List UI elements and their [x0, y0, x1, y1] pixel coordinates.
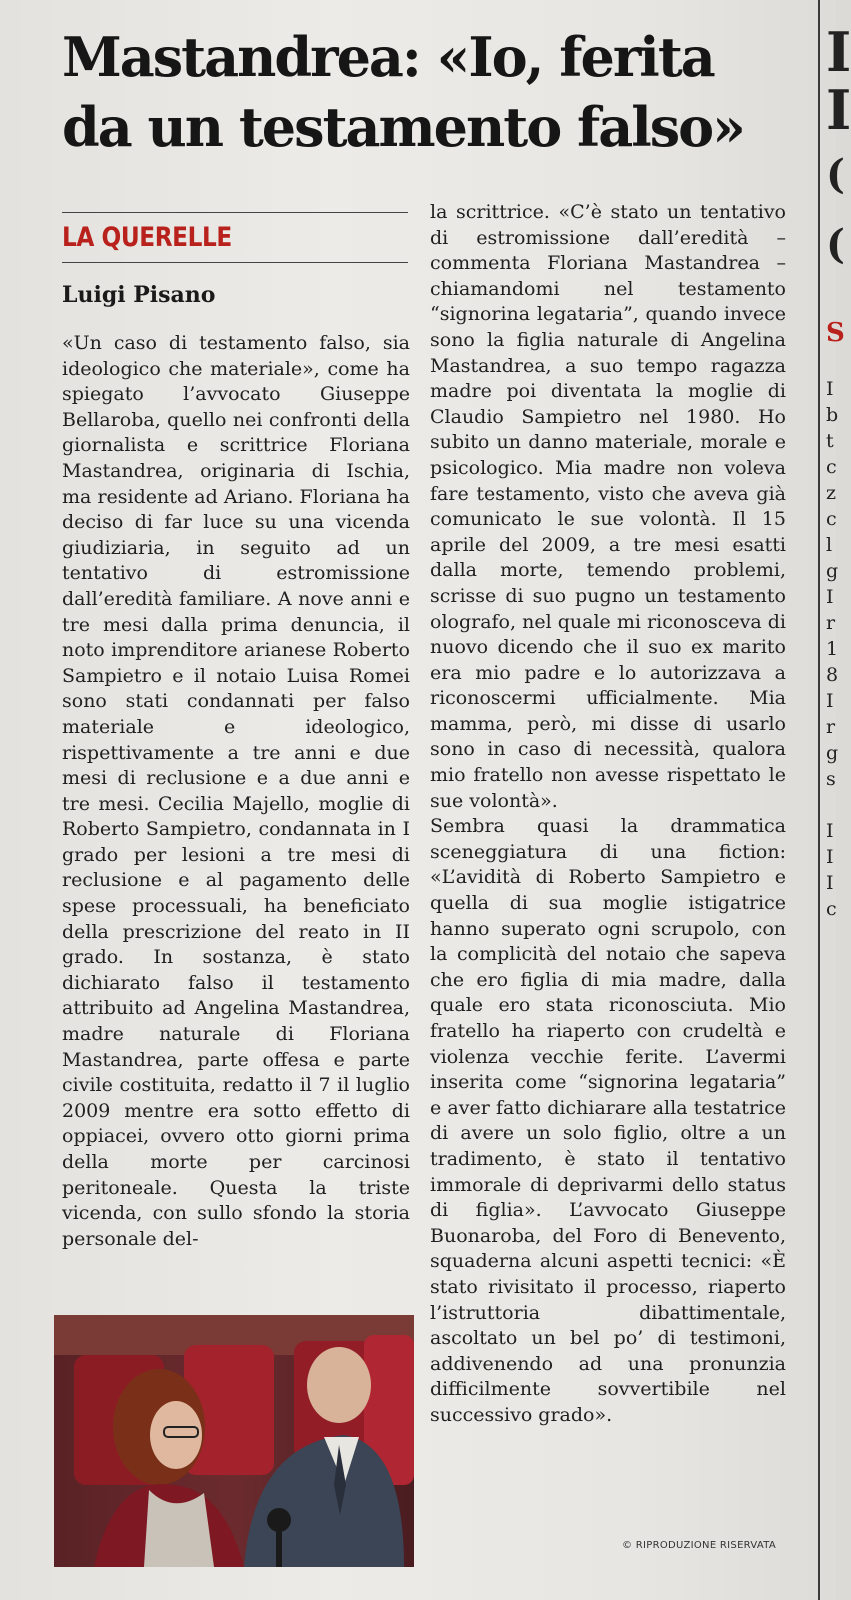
neighbor-letter: b — [826, 404, 839, 426]
article-column-1 — [62, 331, 410, 1252]
article-photo — [54, 1315, 414, 1567]
neighbor-letter: S — [826, 318, 845, 348]
neighbor-letter: I — [826, 586, 834, 608]
neighbor-letter: I — [826, 846, 834, 868]
neighbor-letter: s — [826, 768, 836, 790]
neighbor-letter: ( — [826, 221, 845, 268]
neighbor-letter: I — [826, 20, 851, 84]
neighbor-letter: g — [826, 742, 839, 764]
neighbor-letter: c — [826, 508, 837, 530]
neighbor-letter: t — [826, 430, 834, 452]
neighbor-letter: 1 — [826, 638, 839, 660]
neighbor-letter: c — [826, 898, 837, 920]
headline-line-1: Mastandrea: «Io, ferita — [62, 25, 714, 89]
neighbor-letter: c — [826, 456, 837, 478]
headline — [62, 22, 822, 162]
copyright-credit: © RIPRODUZIONE RISERVATA — [622, 1540, 777, 1551]
kicker-top-rule — [62, 212, 408, 213]
kicker-label: LA QUERELLE — [62, 222, 232, 253]
article-paragraph: «Un caso di testamento falso, sia ideologico che materiale», come ha spiegato l’avvocato Giuseppe Bellaroba, quello nei confronti della giornalista e scrittrice Floriana Mastandrea, originaria di Ischia, ma residente ad Ariano. Floriana ha deciso di far luce su una vicenda giudiziaria, in seguito ad un tentativo di estromissione dall’eredità familiare. A nove anni e tre mesi dalla prima denuncia, il noto imprenditore arianese Roberto Sampietro e il notaio Luisa Romei sono stati condannati per falso materiale e ideologico, rispettivamente a tre anni e due mesi di reclusione e a due anni e tre mesi. Cecilia Majello, moglie di Roberto Sampietro, condannata in I grado per lesioni a tre mesi di reclusione e al pagamento delle spese processuali, ha beneficiato della prescrizione del reato in II grado. In sostanza, è stato dichiarato falso il testamento attribuito ad Angelina Mastandrea, madre naturale di Floriana Mastandrea, parte offesa e parte civile costituita, redatto il 7 il luglio 2009 mentre era sotto effetto di oppiacei, ovvero otto giorni prima della morte per carcinosi peritoneale. Questa la triste vicenda, con sullo sfondo la storia personale del- — [62, 332, 410, 1250]
headline-line-2: da un testamento falso» — [62, 95, 744, 159]
neighbor-letter: ( — [826, 151, 845, 198]
neighbor-letter: 8 — [826, 664, 839, 686]
neighbor-letter: r — [826, 612, 836, 634]
neighbor-letter: I — [826, 872, 834, 894]
neighbor-letter: I — [826, 690, 834, 712]
article-paragraph: la scrittrice. «C’è stato un tentativo di estromissione dall’eredità – commenta Floriana Mastandrea – chiamandomi nel testamento “signorina legataria”, quando invece sono la figlia naturale di Angelina Mastandrea, a suo tempo ragazza madre poi diventata la moglie di Claudio Sampietro nel 1980. Ho subito un danno materiale, morale e psicologico. Mia madre non voleva fare testamento, visto che aveva già comunicato le sue volontà. Il 15 aprile del 2009, a tre mesi esatti dalla morte, temendo problemi, scrisse di suo pugno un testamento olografo, nel quale mi riconosceva di nuovo dicendo che il suo ex marito era mio padre e lo autorizzava a riconoscermi ufficialmente. Mia mamma, però, mi disse di usarlo sono in caso di necessità, qualora mio fratello non avesse rispettato le sue volontà». — [430, 201, 786, 812]
neighbor-letter: I — [826, 78, 851, 142]
article-column-2 — [430, 200, 786, 1429]
neighbor-letter: z — [826, 482, 837, 504]
neighbor-letter: I — [826, 378, 834, 400]
kicker-bottom-rule — [62, 262, 408, 263]
neighbor-letter: l — [826, 534, 833, 556]
byline: Luigi Pisano — [62, 282, 216, 308]
neighbor-letter: r — [826, 716, 836, 738]
neighbor-letter: I — [826, 820, 834, 842]
neighbor-letter: g — [826, 560, 839, 582]
column-separator-line — [818, 0, 820, 1600]
article-paragraph: Sembra quasi la drammatica sceneggiatura di una fiction: «L’avidità di Roberto Sampietro e quella di sua moglie istigatrice hanno superato ogni scrupolo, con la complicità del notaio che sapeva che ero figlia di mia madre, dalla quale ero stata riconosciuta. Mio fratello ha riaperto con crudeltà e violenza vecchie ferite. L’avermi inserita come “signorina legataria” e aver fatto dichiarare alla testatrice di avere un solo figlio, oltre a un tradimento, è stato il tentativo immorale di deprivarmi dello status di figlia». L’avvocato Giuseppe Buonaroba, del Foro di Benevento, squaderna alcuni aspetti tecnici: «È stato rivisitato il processo, riaperto l’istruttoria dibattimentale, ascoltato un bel po’ di testimoni, addivenendo ad una pronunzia difficilmente sovvertibile nel successivo grado». — [430, 815, 786, 1426]
photo-illustration — [54, 1315, 414, 1567]
